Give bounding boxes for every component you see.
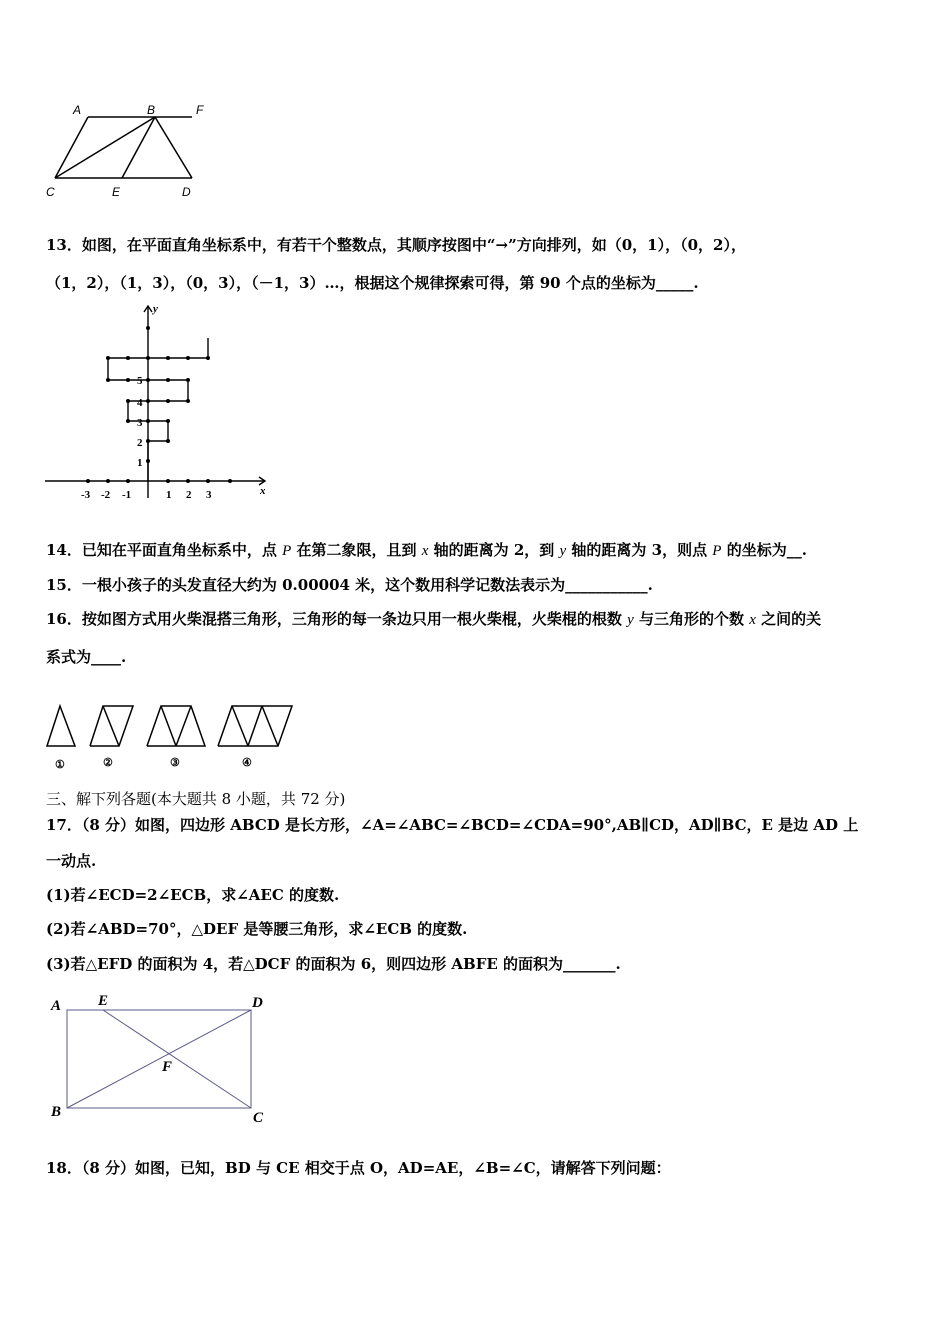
question-16-line-2: 系式为____. [46, 648, 127, 666]
x-tick-label: 3 [206, 489, 212, 501]
q14-text-a: 14．已知在平面直角坐标系中，点 [46, 541, 283, 559]
label-e: E [112, 185, 121, 199]
question-18: 18．（8 分）如图，已知，BD 与 CE 相交于点 O，AD=AE，∠B=∠C，请解答下列问题： [46, 1159, 671, 1177]
figure-parallelogram [40, 100, 220, 205]
q16-text-c: 之间的关 [755, 610, 822, 628]
x-tick-label: 2 [186, 489, 192, 501]
question-16-line-1 [46, 609, 821, 630]
y-tick-label: 2 [137, 437, 143, 449]
question-17-part-3: (3)若△EFD 的面积为 4，若△DCF 的面积为 6，则四边形 ABFE 的面积为_______. [46, 955, 621, 973]
y-tick-label: 1 [137, 457, 143, 469]
question-17-line-1: 17．（8 分）如图，四边形 ABCD 是长方形，∠A=∠ABC=∠BCD=∠CDA=90°,AB∥CD，AD∥BC，E 是边 AD 上 [46, 816, 859, 834]
figure-rectangle [40, 990, 280, 1130]
label-f: F [162, 1059, 173, 1075]
label-d: D [252, 995, 263, 1011]
x-tick-label: -2 [101, 489, 111, 501]
x-tick-label: -1 [122, 489, 132, 501]
q14-var-p2: P [712, 543, 722, 559]
question-17-part-2: (2)若∠ABD=70°，△DEF 是等腰三角形，求∠ECB 的度数. [46, 920, 468, 938]
x-tick-label: -3 [81, 489, 91, 501]
q14-var-x: x [421, 543, 429, 559]
label-f: F [196, 103, 204, 117]
figure-matchstick-triangles [40, 700, 300, 775]
question-13-line-2: （1，2），（1，3），（0，3），（－1，3）…，根据这个规律探索可得，第 90 个点的坐标为_____. [46, 274, 699, 292]
label-d: D [182, 185, 191, 199]
question-15: 15．一根小孩子的头发直径大约为 0.00004 米，这个数用科学记数法表示为___________. [46, 576, 653, 594]
question-14 [46, 540, 807, 561]
y-tick-label: 4 [137, 397, 143, 409]
pattern-label-4: ④ [242, 757, 252, 769]
lattice-points [86, 326, 232, 483]
q14-text-b: 在第二象限，且到 [291, 541, 422, 559]
label-a: A [51, 998, 62, 1014]
question-17-part-1: (1)若∠ECD=2∠ECB，求∠AEC 的度数. [46, 886, 340, 904]
q14-text-d: 轴的距离为 3，则点 [566, 541, 713, 559]
q16-var-x: x [749, 612, 756, 628]
y-tick-label: 3 [137, 417, 143, 429]
section-title: 三、解下列各题(本大题共 8 小题，共 72 分) [46, 790, 346, 808]
label-c: C [253, 1110, 264, 1126]
label-b: B [51, 1104, 62, 1120]
label-e: E [98, 993, 109, 1009]
axis-label-y: y [153, 303, 158, 315]
label-b: B [147, 103, 156, 117]
pattern-label-1: ① [55, 759, 65, 771]
q14-text-c: 轴的距离为 2，到 [428, 541, 560, 559]
figure-coordinate-path [40, 298, 280, 508]
question-17-line-2: 一动点. [46, 852, 97, 870]
q14-var-y: y [559, 543, 567, 559]
x-tick-label: 1 [166, 489, 172, 501]
axis-label-x: x [260, 485, 266, 497]
q16-text-a: 16．按如图方式用火柴混搭三角形，三角形的每一条边只用一根火柴棍，火柴棍的根数 [46, 610, 628, 628]
label-a: A [73, 103, 82, 117]
q14-var-p: P [282, 543, 292, 559]
question-13-line-1: 13．如图，在平面直角坐标系中，有若干个整数点，其顺序按图中“→”方向排列，如（0，1），（0，2）， [46, 236, 746, 254]
q14-text-e: 的坐标为__. [721, 541, 807, 559]
pattern-label-3: ③ [170, 757, 180, 769]
label-c: C [46, 185, 55, 199]
q16-text-b: 与三角形的个数 [633, 610, 750, 628]
pattern-label-2: ② [103, 757, 113, 769]
y-tick-label: 5 [137, 375, 143, 387]
q16-var-y: y [627, 612, 634, 628]
